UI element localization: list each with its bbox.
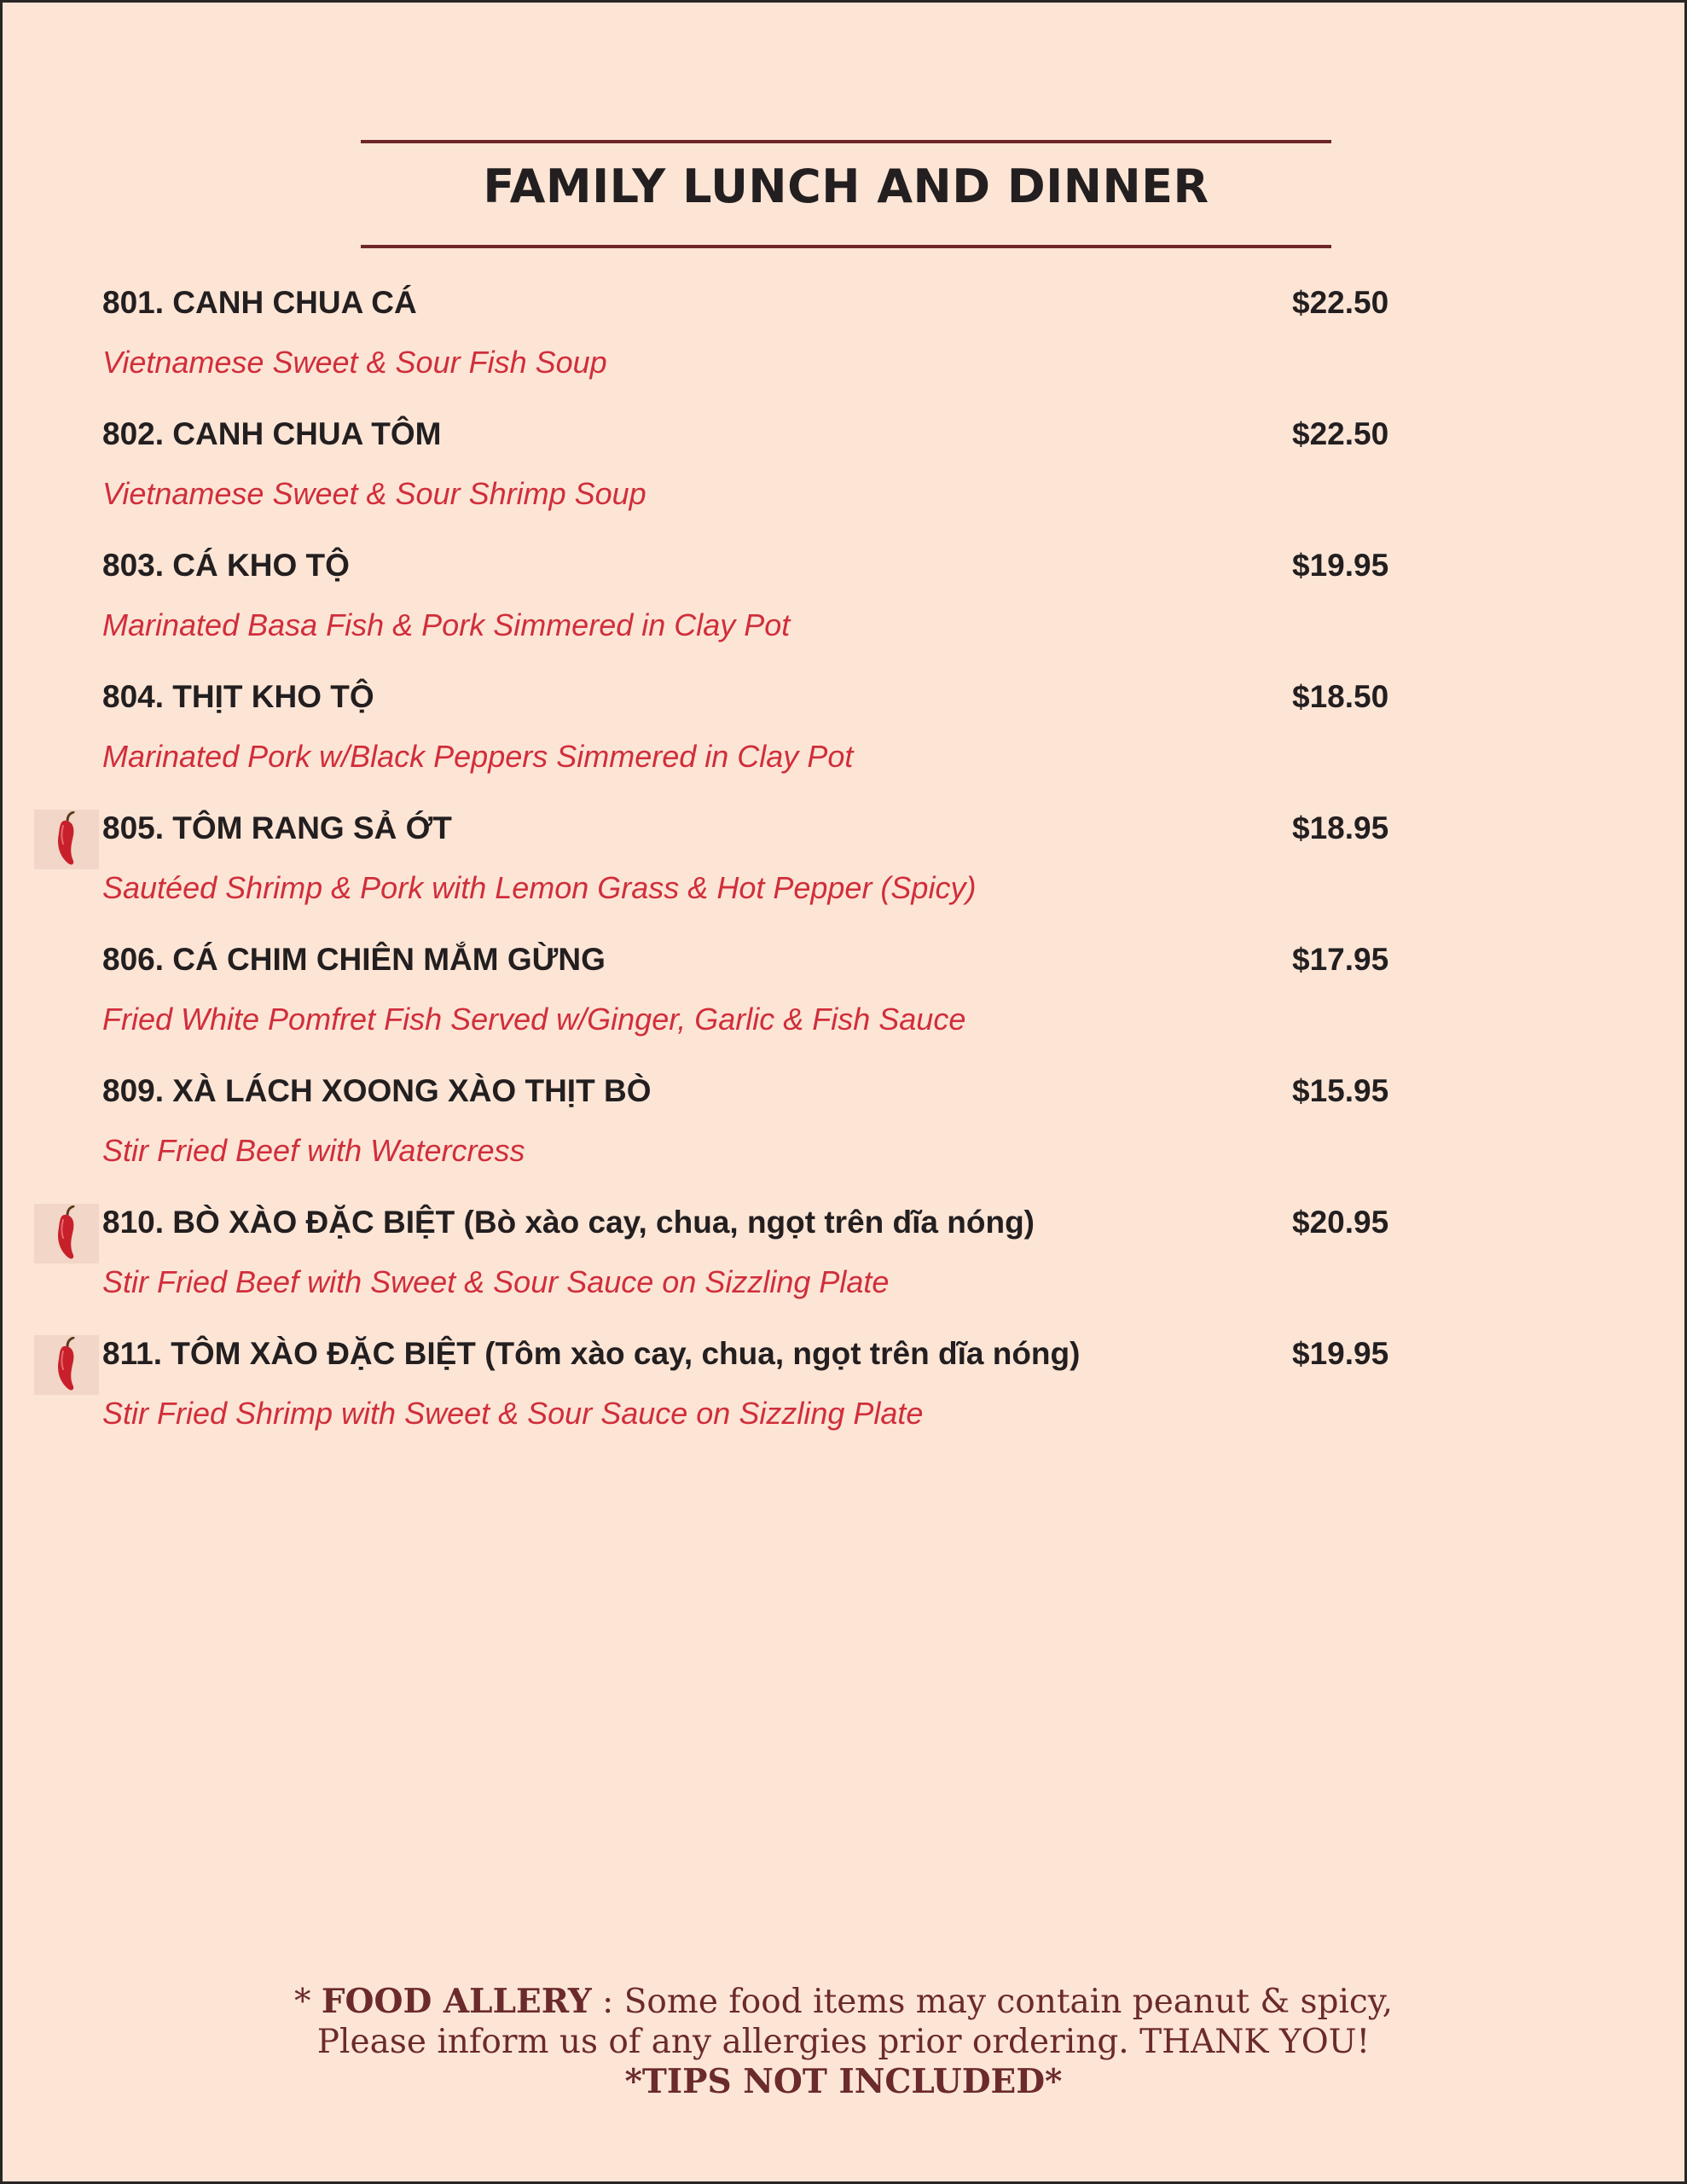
menu-item bbox=[3, 1328, 1684, 1460]
item-name: 801. CANH CHUA CÁ bbox=[102, 285, 417, 320]
allergy-footer bbox=[3, 1982, 1684, 2102]
item-price: $18.95 bbox=[1292, 810, 1389, 845]
item-name: 805. TÔM RANG SẢ ỚT bbox=[102, 810, 452, 845]
item-description: Fried White Pomfret Fish Served w/Ginger, Garlic & Fish Sauce bbox=[102, 1002, 966, 1037]
menu-item bbox=[3, 409, 1684, 540]
menu-item bbox=[3, 1066, 1684, 1197]
menu-item bbox=[3, 803, 1684, 934]
item-description: Marinated Pork w/Black Peppers Simmered in Clay Pot bbox=[102, 739, 854, 774]
item-price: $19.95 bbox=[1292, 548, 1389, 583]
menu-item bbox=[3, 277, 1684, 409]
item-description: Sautéed Shrimp & Pork with Lemon Grass & Hot Pepper (Spicy) bbox=[102, 870, 977, 905]
item-description: Stir Fried Beef with Watercress bbox=[102, 1133, 525, 1168]
chili-pepper-icon bbox=[34, 810, 99, 869]
item-price: $19.95 bbox=[1292, 1336, 1389, 1371]
item-price: $17.95 bbox=[1292, 942, 1389, 977]
item-description: Marinated Basa Fish & Pork Simmered in Clay Pot bbox=[102, 607, 791, 642]
item-description: Stir Fried Beef with Sweet & Sour Sauce on Sizzling Plate bbox=[102, 1264, 890, 1299]
item-price: $22.50 bbox=[1292, 416, 1389, 451]
item-name: 804. THỊT KHO TỘ bbox=[102, 679, 374, 714]
item-name: 806. CÁ CHIM CHIÊN MẮM GỪNG bbox=[102, 942, 606, 977]
menu-item bbox=[3, 540, 1684, 671]
item-name: 810. BÒ XÀO ĐẶC BIỆT (Bò xào cay, chua, ngọt trên dĩa nóng) bbox=[102, 1205, 1035, 1240]
menu-item bbox=[3, 934, 1684, 1066]
menu-item bbox=[3, 671, 1684, 803]
item-price: $18.50 bbox=[1292, 679, 1389, 714]
item-price: $15.95 bbox=[1292, 1073, 1389, 1108]
item-description: Stir Fried Shrimp with Sweet & Sour Sauce on Sizzling Plate bbox=[102, 1396, 924, 1431]
title-bottom-rule bbox=[361, 245, 1331, 248]
menu-items-list bbox=[3, 277, 1684, 1460]
item-name: 811. TÔM XÀO ĐẶC BIỆT (Tôm xào cay, chua, ngọt trên dĩa nóng) bbox=[102, 1336, 1081, 1371]
item-name: 803. CÁ KHO TỘ bbox=[102, 548, 350, 583]
item-description: Vietnamese Sweet & Sour Fish Soup bbox=[102, 345, 607, 380]
item-price: $20.95 bbox=[1292, 1205, 1389, 1240]
item-name: 809. XÀ LÁCH XOONG XÀO THỊT BÒ bbox=[102, 1073, 652, 1108]
footer-asterisk: * bbox=[293, 1983, 322, 2021]
chili-pepper-icon bbox=[34, 1204, 99, 1263]
allergy-label: FOOD ALLERY bbox=[321, 1982, 592, 2021]
item-description: Vietnamese Sweet & Sour Shrimp Soup bbox=[102, 476, 646, 511]
page-title: FAMILY LUNCH AND DINNER bbox=[483, 160, 1209, 213]
title-top-rule bbox=[361, 140, 1331, 143]
item-name: 802. CANH CHUA TÔM bbox=[102, 416, 442, 451]
allergy-line-2: Please inform us of any allergies prior ordering. THANK YOU! bbox=[316, 2023, 1371, 2061]
allergy-text: : Some food items may contain peanut & spicy, bbox=[591, 1983, 1394, 2021]
chili-pepper-icon bbox=[34, 1335, 99, 1395]
item-price: $22.50 bbox=[1292, 285, 1389, 320]
allergy-line-1 bbox=[3, 1982, 1684, 2022]
tips-note: *TIPS NOT INCLUDED* bbox=[624, 2062, 1063, 2101]
menu-item bbox=[3, 1197, 1684, 1328]
